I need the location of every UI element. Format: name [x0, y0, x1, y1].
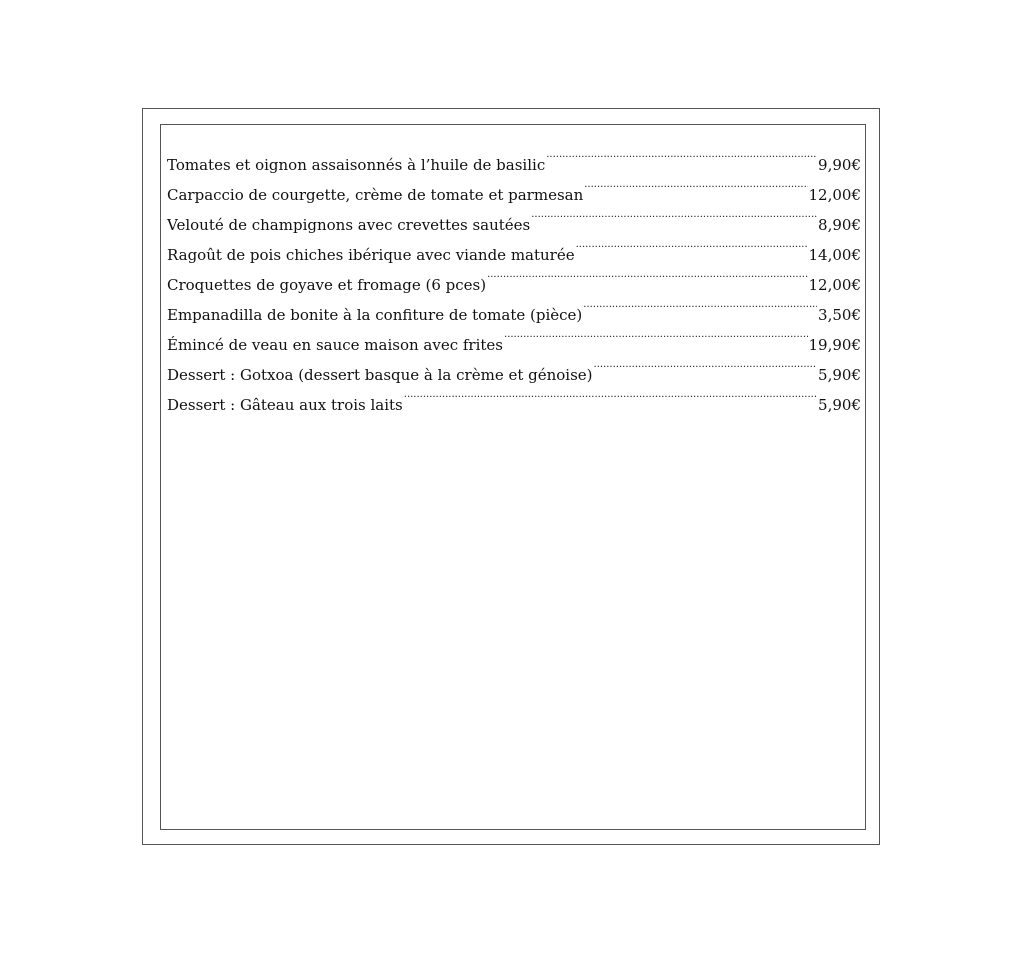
menu-item-price: 19,90€ — [808, 336, 861, 354]
menu-item-price: 14,00€ — [808, 246, 861, 264]
dot-leader — [404, 380, 817, 410]
menu-item-price: 8,90€ — [818, 216, 861, 234]
menu-item-name: Émincé de veau en sauce maison avec frites — [167, 336, 504, 354]
menu-item-price: 12,00€ — [808, 186, 861, 204]
dot-leader — [546, 140, 817, 170]
dot-leader — [504, 320, 807, 350]
menu-item-name: Croquettes de goyave et fromage (6 pces) — [167, 276, 487, 294]
menu-item-price: 12,00€ — [808, 276, 861, 294]
menu-item-price: 3,50€ — [818, 306, 861, 324]
menu-item-name: Carpaccio de courgette, crème de tomate et parmesan — [167, 186, 584, 204]
menu-item-name: Dessert : Gotxoa (dessert basque à la crème et génoise) — [167, 366, 593, 384]
dot-leader — [583, 290, 817, 320]
dot-leader — [594, 350, 818, 380]
menu-item-price: 5,90€ — [818, 396, 861, 414]
menu-item-name: Dessert : Gâteau aux trois laits — [167, 396, 403, 414]
menu-item-name: Empanadilla de bonite à la confiture de tomate (pièce) — [167, 306, 583, 324]
dot-leader — [531, 200, 817, 230]
menu-item-price: 9,90€ — [818, 156, 861, 174]
menu-list — [167, 140, 861, 414]
dot-leader — [584, 170, 807, 200]
dot-leader — [487, 260, 807, 290]
dot-leader — [576, 230, 808, 260]
menu-item-price: 5,90€ — [818, 366, 861, 384]
menu-item — [167, 140, 861, 174]
menu-item-name: Tomates et oignon assaisonnés à l’huile de basilic — [167, 156, 546, 174]
menu-item-name: Ragoût de pois chiches ibérique avec viande maturée — [167, 246, 575, 264]
menu-item-name: Velouté de champignons avec crevettes sautées — [167, 216, 531, 234]
